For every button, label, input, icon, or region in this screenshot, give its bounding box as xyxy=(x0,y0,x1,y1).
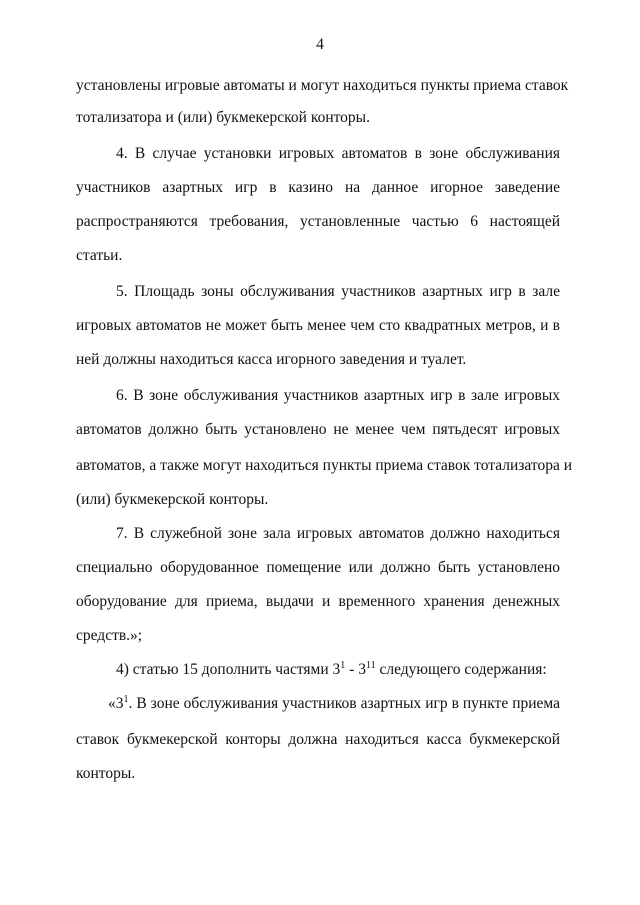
text-line: ставок букмекерской конторы должна находиться касса букмекерской xyxy=(76,731,560,748)
new-part-open: «3 xyxy=(108,695,124,712)
paragraph-4-start: 4. В случае установки игровых автоматов в зоне обслуживания xyxy=(116,145,560,162)
page-number: 4 xyxy=(316,36,324,53)
text-line: ней должны находиться касса игорного заведения и туалет. xyxy=(76,351,467,368)
text-line: автоматов, а также могут находиться пункты приема ставок тотализатора и xyxy=(76,457,572,474)
text-line: игровых автоматов не может быть менее чем сто квадратных метров, и в xyxy=(76,317,560,334)
text-line: установлены игровые автоматы и могут находиться пункты приема ставок xyxy=(76,77,569,94)
new-part-rest: . В зоне обслуживания участников азартных игр в пункте приема xyxy=(128,695,560,712)
amendment-line xyxy=(116,660,560,680)
text-line: автоматов должно быть установлено не менее чем пятьдесят игровых xyxy=(76,421,560,438)
amendment-prefix: 4) статью 15 дополнить частями 3 xyxy=(116,661,341,678)
text-line: (или) букмекерской конторы. xyxy=(76,491,269,508)
superscript: 11 xyxy=(365,660,376,671)
new-part-start xyxy=(108,694,560,714)
superscript: 1 xyxy=(123,694,129,705)
text-line: участников азартных игр в казино на данное игорное заведение xyxy=(76,179,560,196)
paragraph-7-start: 7. В служебной зоне зала игровых автоматов должно находиться xyxy=(116,525,560,542)
text-line: конторы. xyxy=(76,765,136,782)
text-line: статьи. xyxy=(76,247,123,264)
amendment-suffix: следующего содержания: xyxy=(375,661,547,678)
paragraph-6-start: 6. В зоне обслуживания участников азартных игр в зале игровых xyxy=(116,387,560,404)
text-line: специально оборудованное помещение или должно быть установлено xyxy=(76,559,560,576)
text-line: тотализатора и (или) букмекерской конторы. xyxy=(76,109,370,126)
superscript: 1 xyxy=(340,660,346,671)
paragraph-5-start: 5. Площадь зоны обслуживания участников азартных игр в зале xyxy=(116,283,560,300)
amendment-mid: - 3 xyxy=(345,661,366,678)
text-line: распространяются требования, установленные частью 6 настоящей xyxy=(76,213,560,230)
text-line: средств.»; xyxy=(76,627,143,644)
text-line: оборудование для приема, выдачи и временного хранения денежных xyxy=(76,593,560,610)
